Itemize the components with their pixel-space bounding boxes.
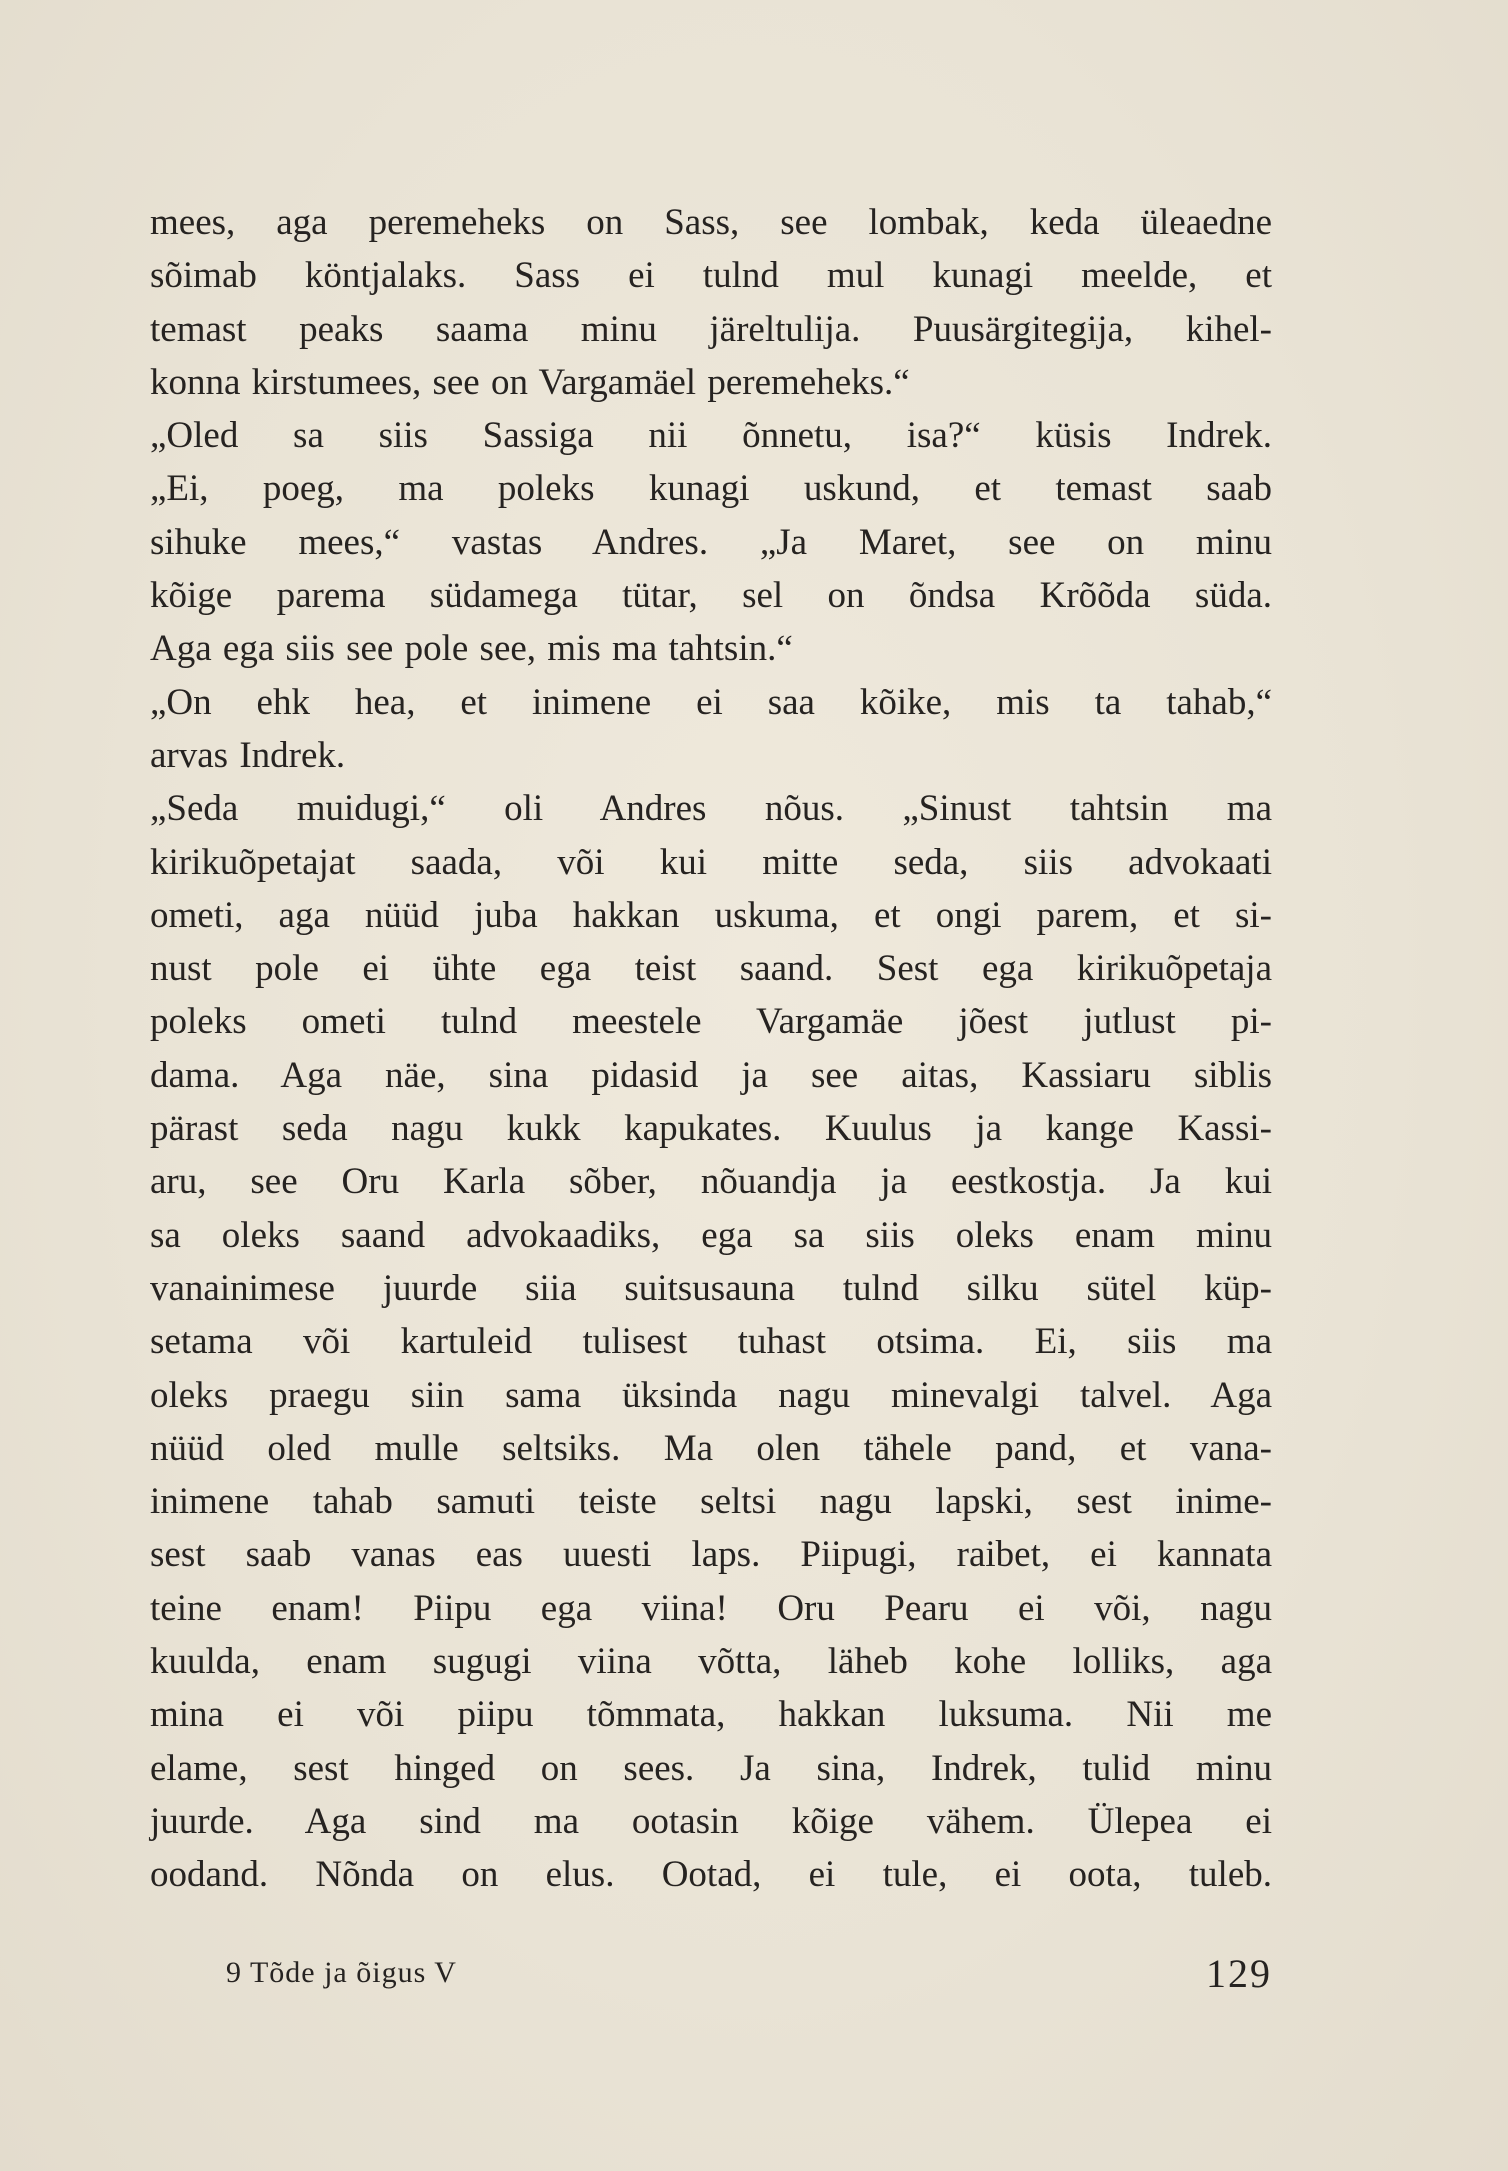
text-line: „Oled sa siis Sassiga nii õnnetu, isa?“ küsis Indrek. [150,415,1272,457]
text-line: aru, see Oru Karla sõber, nõuandja ja eestkostja. Ja kui [150,1161,1272,1203]
text-line: „On ehk hea, et inimene ei saa kõike, mis ta tahab,“ [150,681,1272,723]
text-line: mina ei või piipu tõmmata, hakkan luksuma. Nii me [150,1694,1272,1736]
text-line: Aga ega siis see pole see, mis ma tahtsin.“ [150,628,793,670]
page-footer [150,1950,1272,2000]
text-line: juurde. Aga sind ma ootasin kõige vähem. Ülepea ei [150,1800,1272,1842]
text-line: mees, aga peremeheks on Sass, see lombak, keda üleaedne [150,202,1272,243]
text-line: ometi, aga nüüd juba hakkan uskuma, et ongi parem, et si- [150,894,1272,936]
text-line: teine enam! Piipu ega viina! Oru Pearu ei või, nagu [150,1587,1272,1629]
text-line: kuulda, enam sugugi viina võtta, läheb kohe lolliks, aga [150,1641,1272,1683]
text-line: nüüd oled mulle seltsiks. Ma olen tähele pand, et vana- [150,1427,1272,1469]
text-line: elame, sest hinged on sees. Ja sina, Indrek, tulid minu [150,1747,1272,1789]
text-line: poleks ometi tulnd meestele Vargamäe jõest jutlust pi- [150,1001,1272,1043]
text-line: nust pole ei ühte ega teist saand. Sest ega kirikuõpetaja [150,948,1272,990]
page-number: 129 [1206,1951,1272,1996]
text-line: „Seda muidugi,“ oli Andres nõus. „Sinust tahtsin ma [150,788,1272,830]
text-line: oodand. Nõnda on elus. Ootad, ei tule, ei oota, tuleb. [150,1854,1272,1896]
text-line: sa oleks saand advokaadiks, ega sa siis oleks enam minu [150,1214,1272,1256]
printer-signature: 9 Tõde ja õigus V [226,1956,457,1989]
text-line: setama või kartuleid tulisest tuhast otsima. Ei, siis ma [150,1321,1272,1363]
text-line: arvas Indrek. [150,734,346,776]
text-line: „Ei, poeg, ma poleks kunagi uskund, et temast saab [150,468,1272,510]
text-line: sihuke mees,“ vastas Andres. „Ja Maret, see on minu [150,521,1272,563]
text-line: konna kirstumees, see on Vargamäel peremeheks.“ [150,361,910,403]
text-line: vanainimese juurde siia suitsusauna tulnd silku sütel küp- [150,1267,1272,1309]
body-text [150,196,1272,1902]
text-line: kõige parema südamega tütar, sel on õndsa Krõõda süda. [150,575,1272,617]
text-line: pärast seda nagu kukk kapukates. Kuulus ja kange Kassi- [150,1108,1272,1150]
text-line: oleks praegu siin sama üksinda nagu minevalgi talvel. Aga [150,1374,1272,1416]
text-line: dama. Aga näe, sina pidasid ja see aitas, Kassiaru siblis [150,1054,1272,1096]
text-line: temast peaks saama minu järeltulija. Puusärgitegija, kihel- [150,308,1272,350]
text-line: kirikuõpetajat saada, või kui mitte seda, siis advokaati [150,841,1272,883]
text-line: inimene tahab samuti teiste seltsi nagu lapski, sest inime- [150,1481,1272,1523]
text-line: sõimab köntjalaks. Sass ei tulnd mul kunagi meelde, et [150,255,1272,297]
text-line: sest saab vanas eas uuesti laps. Piipugi, raibet, ei kannata [150,1534,1272,1576]
